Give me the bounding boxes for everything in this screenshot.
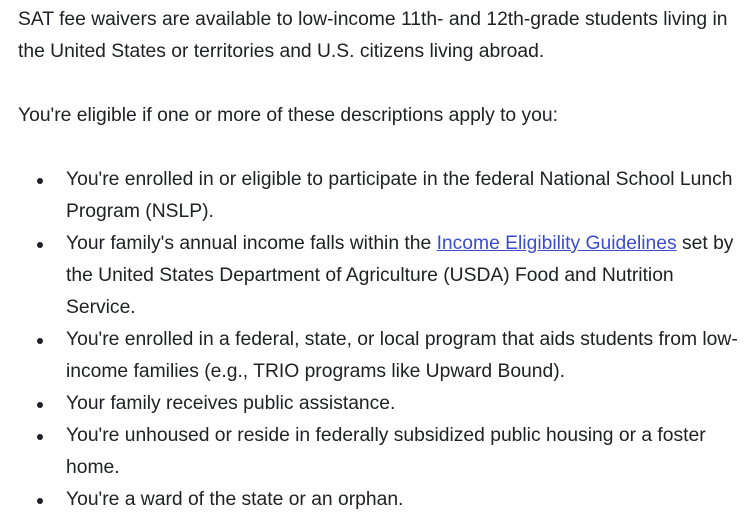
list-item: You're enrolled in a federal, state, or local program that aids students from low-income families (e.g., TRIO programs like Upward Bound). (66, 324, 746, 388)
item-text: Your family's annual income falls within the (66, 233, 437, 254)
list-item: You're unhoused or reside in federally subsidized public housing or a foster home. (66, 420, 746, 484)
income-eligibility-guidelines-link[interactable]: Income Eligibility Guidelines (436, 233, 677, 254)
item-text: set by the United States Department of Agriculture (USDA) Food and Nutrition Service. (66, 233, 734, 318)
list-item (66, 228, 746, 324)
list-item: You're enrolled in or eligible to participate in the federal National School Lunch Program (NSLP). (66, 164, 746, 228)
eligibility-list (18, 164, 746, 516)
eligibility-lead: You're eligible if one or more of these descriptions apply to you: (18, 105, 558, 126)
intro-paragraph: SAT fee waivers are available to low-income 11th- and 12th-grade students living in the United States or territories and U.S. citizens living abroad. (18, 9, 728, 62)
list-item: Your family receives public assistance. (66, 388, 746, 420)
list-item: You're a ward of the state or an orphan. (66, 484, 746, 516)
content (18, 4, 746, 516)
